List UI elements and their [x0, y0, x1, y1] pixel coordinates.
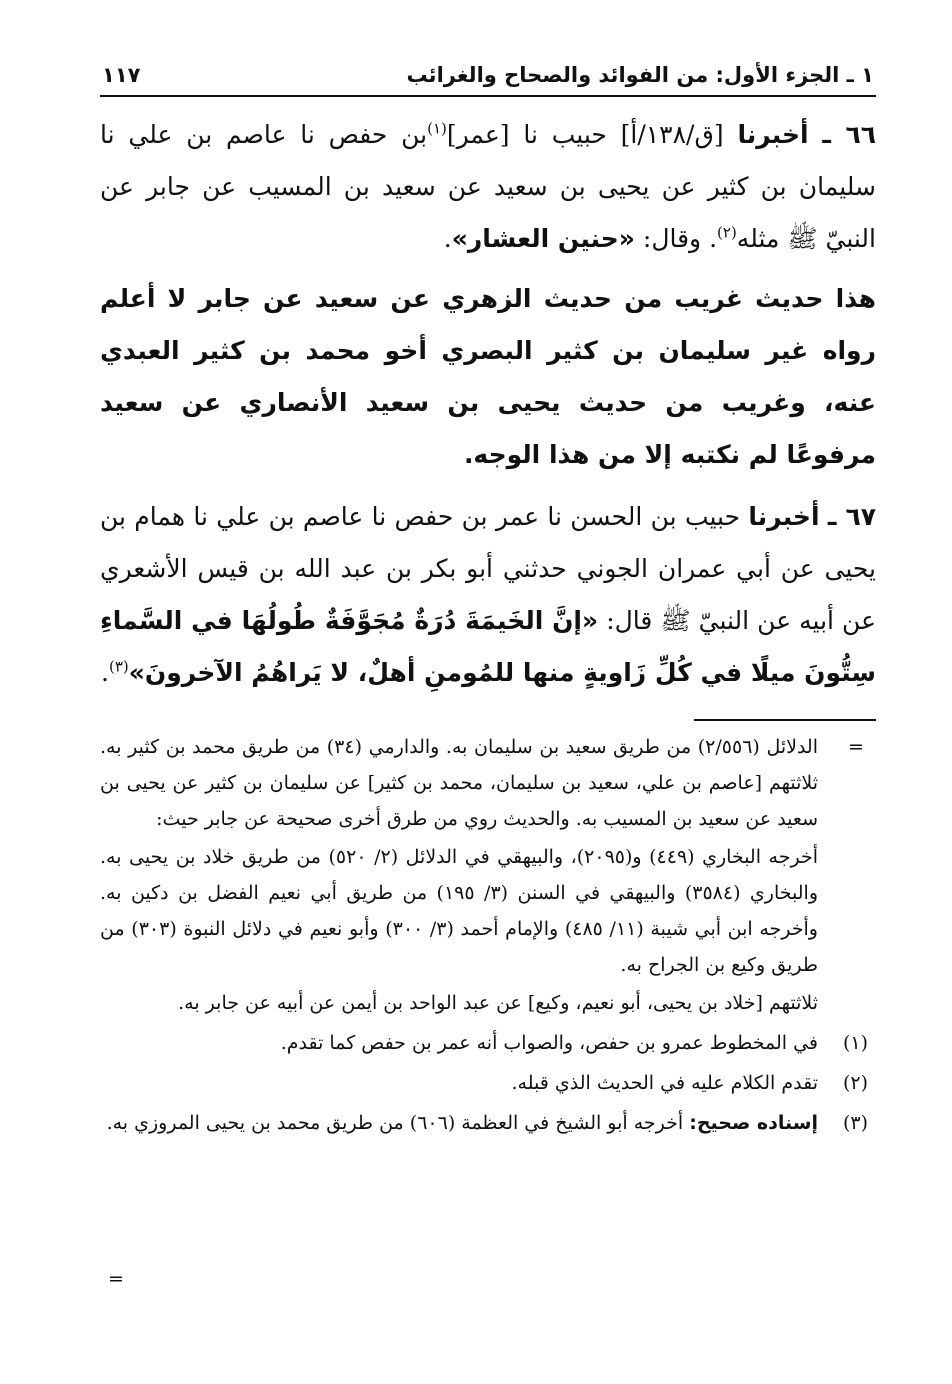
- continuation-mark: =: [848, 736, 864, 758]
- footnote-text: ثلاثتهم [خلاد بن يحيى، أبو نعيم، وكيع] عن عبد الواحد بن أيمن عن أبيه عن جابر به.: [178, 992, 818, 1014]
- footnote-number: (٢): [842, 1072, 868, 1094]
- hadith-text: بن حفص نا عاصم بن علي نا سليمان بن كثير عن يحيى بن سعيد عن سعيد بن المسيب عن جابر عن النبيّ ﷺ مثله: [100, 120, 876, 253]
- footnote-text: في المخطوط عمرو بن حفص، والصواب أنه عمر بن حفص كما تقدم.: [280, 1032, 818, 1054]
- footnote-divider: [694, 719, 876, 721]
- footnote-text: [100, 1105, 818, 1141]
- hadith-end: .: [101, 658, 109, 687]
- hadith-text: حبيب بن الحسن نا عمر بن حفص نا عاصم بن علي نا همام بن يحيى عن أبي عمران الجوني حدثني أبو بكر بن عبد الله بن قيس الأشعري عن أبيه عن النبيّ ﷺ قال:: [100, 502, 876, 635]
- running-title: ١ ـ الجزء الأول: من الفوائد والصحاح والغرائب: [406, 63, 874, 87]
- footnote-number: (٣): [842, 1112, 868, 1134]
- footnote-ref[interactable]: (٢): [717, 223, 737, 242]
- footnote-item: [100, 1065, 876, 1101]
- hadith-66: [100, 109, 876, 265]
- footnote-continuation: [100, 985, 876, 1021]
- footnote-grading: إسناده صحيح:: [689, 1112, 818, 1134]
- hadith-text: [ق/١٣٨/أ] حبيب نا [عمر]: [446, 120, 724, 149]
- book-page: [100, 55, 876, 1141]
- author-remark: هذا حديث غريب من حديث الزهري عن سعيد عن جابر لا أعلم رواه غير سليمان بن كثير البصري أخو محمد بن كثير العبدي عنه، وغريب من حديث يحيى بن سعيد الأنصاري عن سعيد مرفوعًا لم نكتبه إلا من هذا الوجه.: [100, 284, 876, 469]
- footnote-ref[interactable]: (١): [427, 119, 447, 138]
- footnote-number: (١): [842, 1032, 868, 1054]
- footnote-item: [100, 1025, 876, 1061]
- hadith-quote: «إنَّ الخَيمَةَ دُرَةٌ مُجَوَّفَةٌ طُولُهَا في السَّماءِ سِتُّونَ ميلًا في كُلِّ زَاويةٍ منها للمُومنِ أهلٌ، لا يَراهُمُ الآخرونَ»: [100, 606, 876, 687]
- footnote-text: تقدم الكلام عليه في الحديث الذي قبله.: [511, 1072, 818, 1094]
- hadith-end: .: [443, 224, 452, 253]
- page-header: [100, 55, 876, 97]
- hadith-text: . وقال:: [642, 224, 718, 253]
- footnote-body: أخرجه أبو الشيخ في العظمة (٦٠٦) من طريق محمد بن يحيى المروزي به.: [106, 1112, 684, 1134]
- footnote-continuation: [100, 839, 876, 983]
- hadith-lead-word: أخبرنا: [737, 120, 809, 149]
- hadith-number: ٦٦ ـ: [822, 120, 877, 149]
- hadith-lead-word: أخبرنا: [748, 502, 820, 531]
- page-number: ١١٧: [102, 63, 141, 87]
- hadith-67: [100, 491, 876, 699]
- footnote-continuation: [100, 729, 876, 837]
- hadith-number: ٦٧ ـ: [827, 502, 876, 531]
- footnote-item: [100, 1105, 876, 1141]
- footnote-text: الدلائل (٢/٥٥٦) من طريق سعيد بن سليمان به. والدارمي (٣٤) من طريق محمد بن كثير به. ثلاثتهم [عاصم بن علي، سعيد بن سليمان، محمد بن كثير] عن سليمان بن كثير عن يحيى بن سعيد عن سعيد بن المسيب به. والحديث روي من طرق أخرى صحيحة عن جابر حيث:: [100, 736, 818, 830]
- footnote-text: أخرجه البخاري (٤٤٩) و(٢٠٩٥)، والبيهقي في الدلائل (٢/ ٥٢٠) من طريق خلاد بن يحيى به. والبخاري (٣٥٨٤) والبيهقي في السنن (٣/ ١٩٥) من طريق أبي نعيم الفضل بن دكين به. وأخرجه ابن أبي شيبة (١١/ ٤٨٥) والإمام أحمد (٣/ ٣٠٠) وأبو نعيم في دلائل النبوة (٣٠٣) من طريق وكيع بن الجراح به.: [100, 846, 818, 976]
- continuation-end-mark: =: [108, 1268, 124, 1290]
- hadith-quote: «حنين العشار»: [451, 224, 635, 253]
- footnotes: [100, 729, 876, 1141]
- footnote-ref[interactable]: (٣): [109, 657, 129, 676]
